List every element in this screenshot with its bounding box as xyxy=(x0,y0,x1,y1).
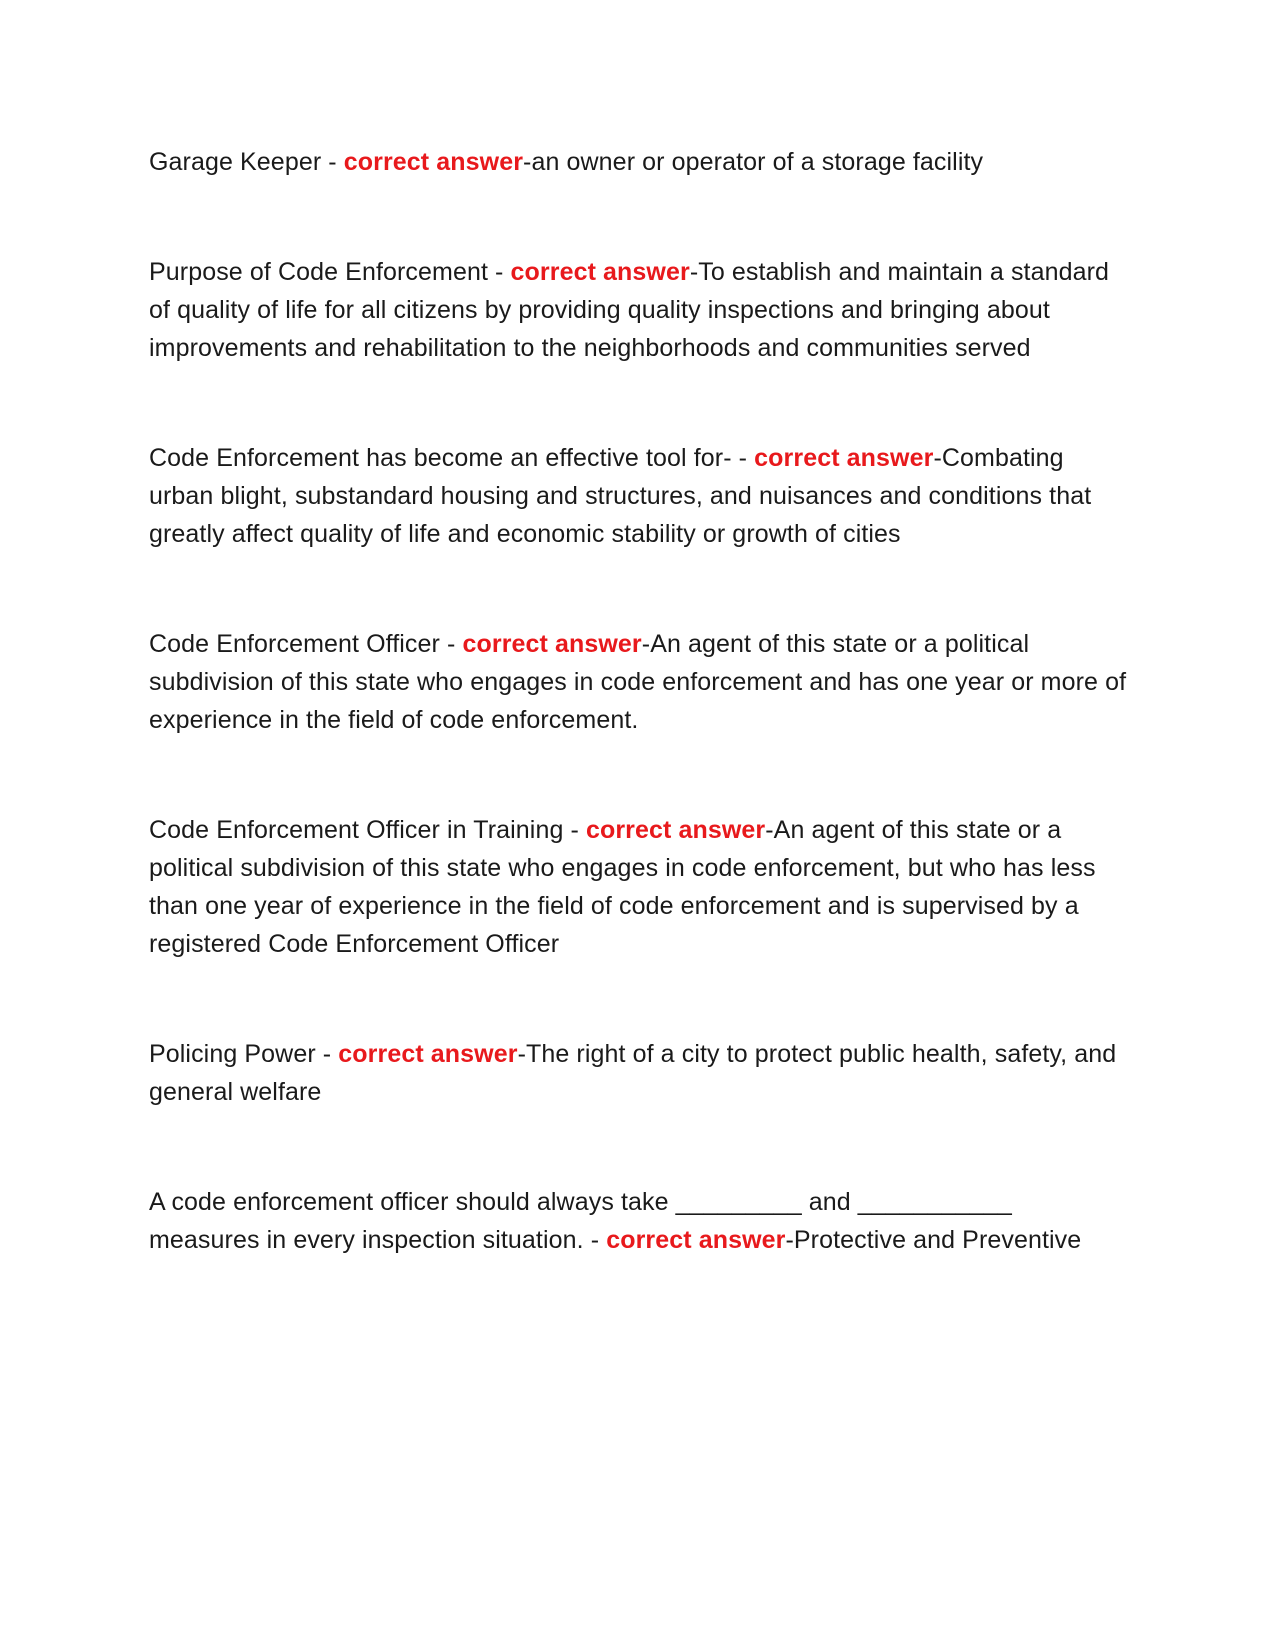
flashcard-entry xyxy=(149,811,1129,963)
flashcard-entry xyxy=(149,143,1129,181)
flashcard-entry xyxy=(149,439,1129,553)
definition: -Protective and Preventive xyxy=(785,1226,1082,1254)
answer-label: correct answer xyxy=(754,444,934,472)
flashcard-entry xyxy=(149,253,1129,367)
definition: -An agent of this state or a political subdivision of this state who engages in code enforcement and has one year or more of experience in the field of code enforcement. xyxy=(149,630,1127,734)
term: Purpose of Code Enforcement - xyxy=(149,258,511,286)
answer-label: correct answer xyxy=(585,816,766,844)
term: Garage Keeper - xyxy=(149,148,344,176)
definition: -The right of a city to protect public health, safety, and general welfare xyxy=(149,1040,1117,1106)
answer-label: correct answer xyxy=(510,258,690,286)
flashcard-list xyxy=(149,143,1129,1331)
definition: -an owner or operator of a storage facility xyxy=(523,148,984,176)
definition: -An agent of this state or a political subdivision of this state who engages in code enforcement, but who has less than one year of experience in the field of code enforcement and is supervised by a registered Code Enforcement Officer xyxy=(149,816,1096,958)
term: Policing Power - xyxy=(149,1040,339,1068)
answer-label: correct answer xyxy=(343,148,524,176)
term: Code Enforcement Officer in Training - xyxy=(149,816,586,844)
term: A code enforcement officer should always take _________ and ___________ measures in every inspection situation. - xyxy=(149,1188,1012,1254)
term: Code Enforcement has become an effective tool for- - xyxy=(149,444,755,472)
answer-label: correct answer xyxy=(338,1040,518,1068)
answer-label: correct answer xyxy=(462,630,642,658)
flashcard-entry xyxy=(149,1035,1129,1111)
flashcard-entry xyxy=(149,1183,1129,1259)
flashcard-entry xyxy=(149,625,1129,739)
answer-label: correct answer xyxy=(606,1226,786,1254)
definition: -Combating urban blight, substandard housing and structures, and nuisances and conditions that greatly affect quality of life and economic stability or growth of cities xyxy=(149,444,1092,548)
term: Code Enforcement Officer - xyxy=(149,630,463,658)
definition: -To establish and maintain a standard of quality of life for all citizens by providing quality inspections and bringing about improvements and rehabilitation to the neighborhoods and communities served xyxy=(149,258,1110,362)
